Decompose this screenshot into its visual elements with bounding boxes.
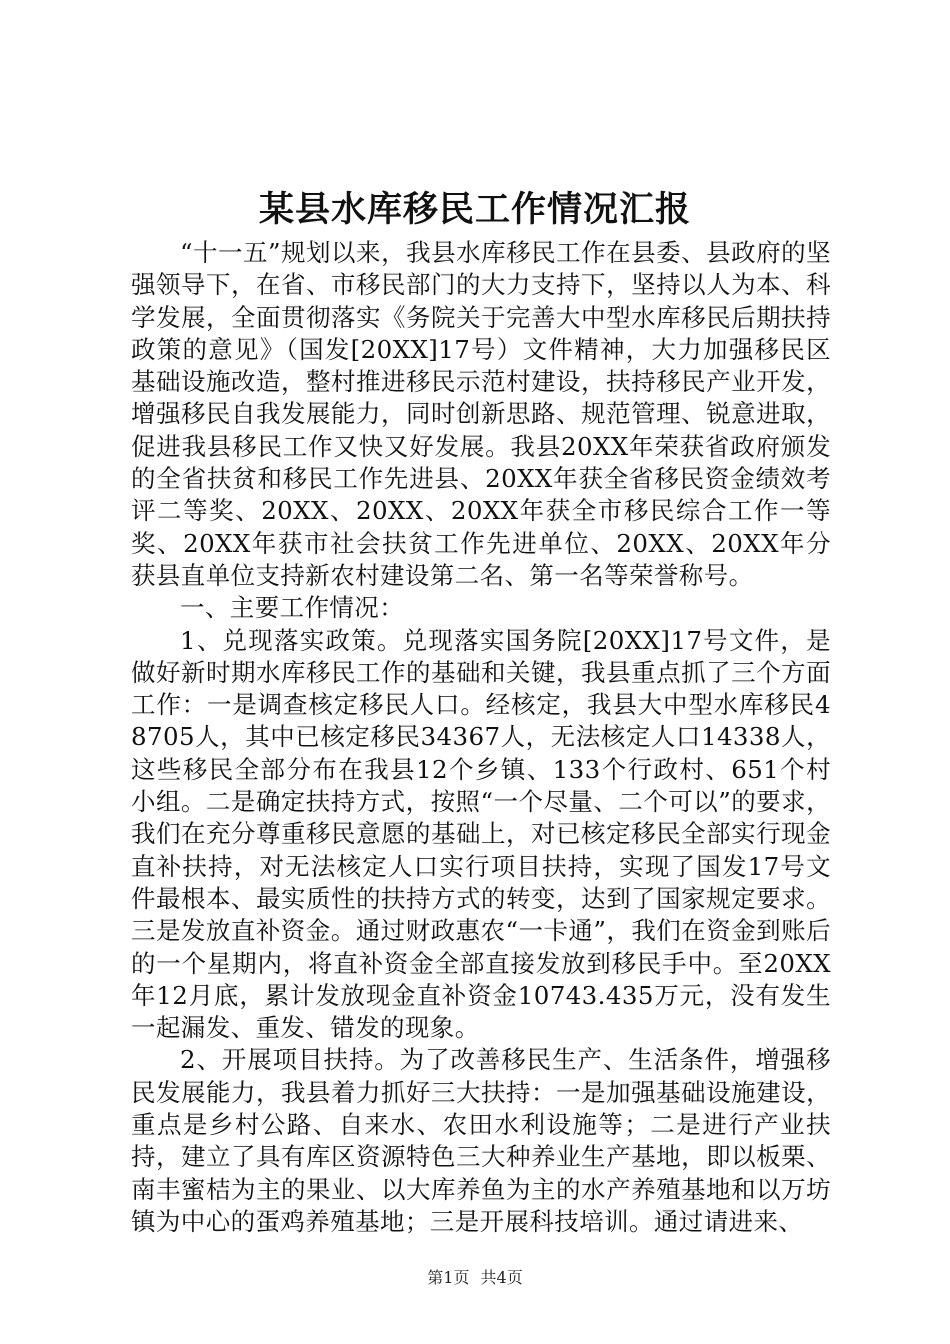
page-footer — [0, 1268, 950, 1288]
document-body — [131, 237, 831, 1238]
paragraph-intro: “十一五”规划以来，我县水库移民工作在县委、县政府的坚强领导下，在省、市移民部门的大力支持下，坚持以人为本、科学发展，全面贯彻落实《务院关于完善大中型水库移民后期扶持政策的意见》（国发[20XX]17号）文件精神，大力加强移民区基础设施改造，整村推进移民示范村建设，扶持移民产业开发，增强移民自我发展能力，同时创新思路、规范管理、锐意进取，促进我县移民工作又快又好发展。我县20XX年荣获省政府颁发的全省扶贫和移民工作先进县、20XX年获全省移民资金绩效考评二等奖、20XX、20XX、20XX年获全市移民综合工作一等奖、20XX年获市社会扶贫工作先进单位、20XX、20XX年分获县直单位支持新农村建设第二名、第一名等荣誉称号。 — [131, 238, 831, 590]
paragraph-project-support: 2、开展项目扶持。为了改善移民生产、生活条件，增强移民发展能力，我县着力抓好三大扶持：一是加强基础设施建设，重点是乡村公路、自来水、农田水利设施等；二是进行产业扶持，建立了具有库区资源特色三大种养业生产基地，即以板栗、南丰蜜桔为主的果业、以大库养鱼为主的水产养殖基地和以万坊镇为中心的蛋鸡养殖基地；三是开展科技培训。通过请进来、 — [131, 1045, 831, 1236]
document-title: 某县水库移民工作情况汇报 — [258, 189, 691, 230]
paragraph-policy-implementation: 1、兑现落实政策。兑现落实国务院[20XX]17号文件，是做好新时期水库移民工作的基础和关键，我县重点抓了三个方面工作：一是调查核定移民人口。经核定，我县大中型水库移民48705人，其中已核定移民34367人，无法核定人口14338人，这些移民全部分布在我县12个乡镇、133个行政村、651个村小组。二是确定扶持方式，按照“一个尽量、二个可以”的要求，我们在充分尊重移民意愿的基础上，对已核定移民全部实行现金直补扶持，对无法核定人口实行项目扶持，实现了国发17号文件最根本、最实质性的扶持方式的转变，达到了国家规定要求。三是发放直补资金。通过财政惠农“一卡通”，我们在资金到账后的一个星期内，将直补资金全部直接发放到移民手中。至20XX年12月底，累计发放现金直补资金10743.435万元，没有发生一起漏发、重发、错发的现象。 — [131, 625, 831, 1043]
section-heading-main-work: 一、主要工作情况： — [180, 593, 405, 623]
page-total: 共4页 — [480, 1268, 523, 1287]
page-number: 第1页 — [427, 1268, 470, 1287]
